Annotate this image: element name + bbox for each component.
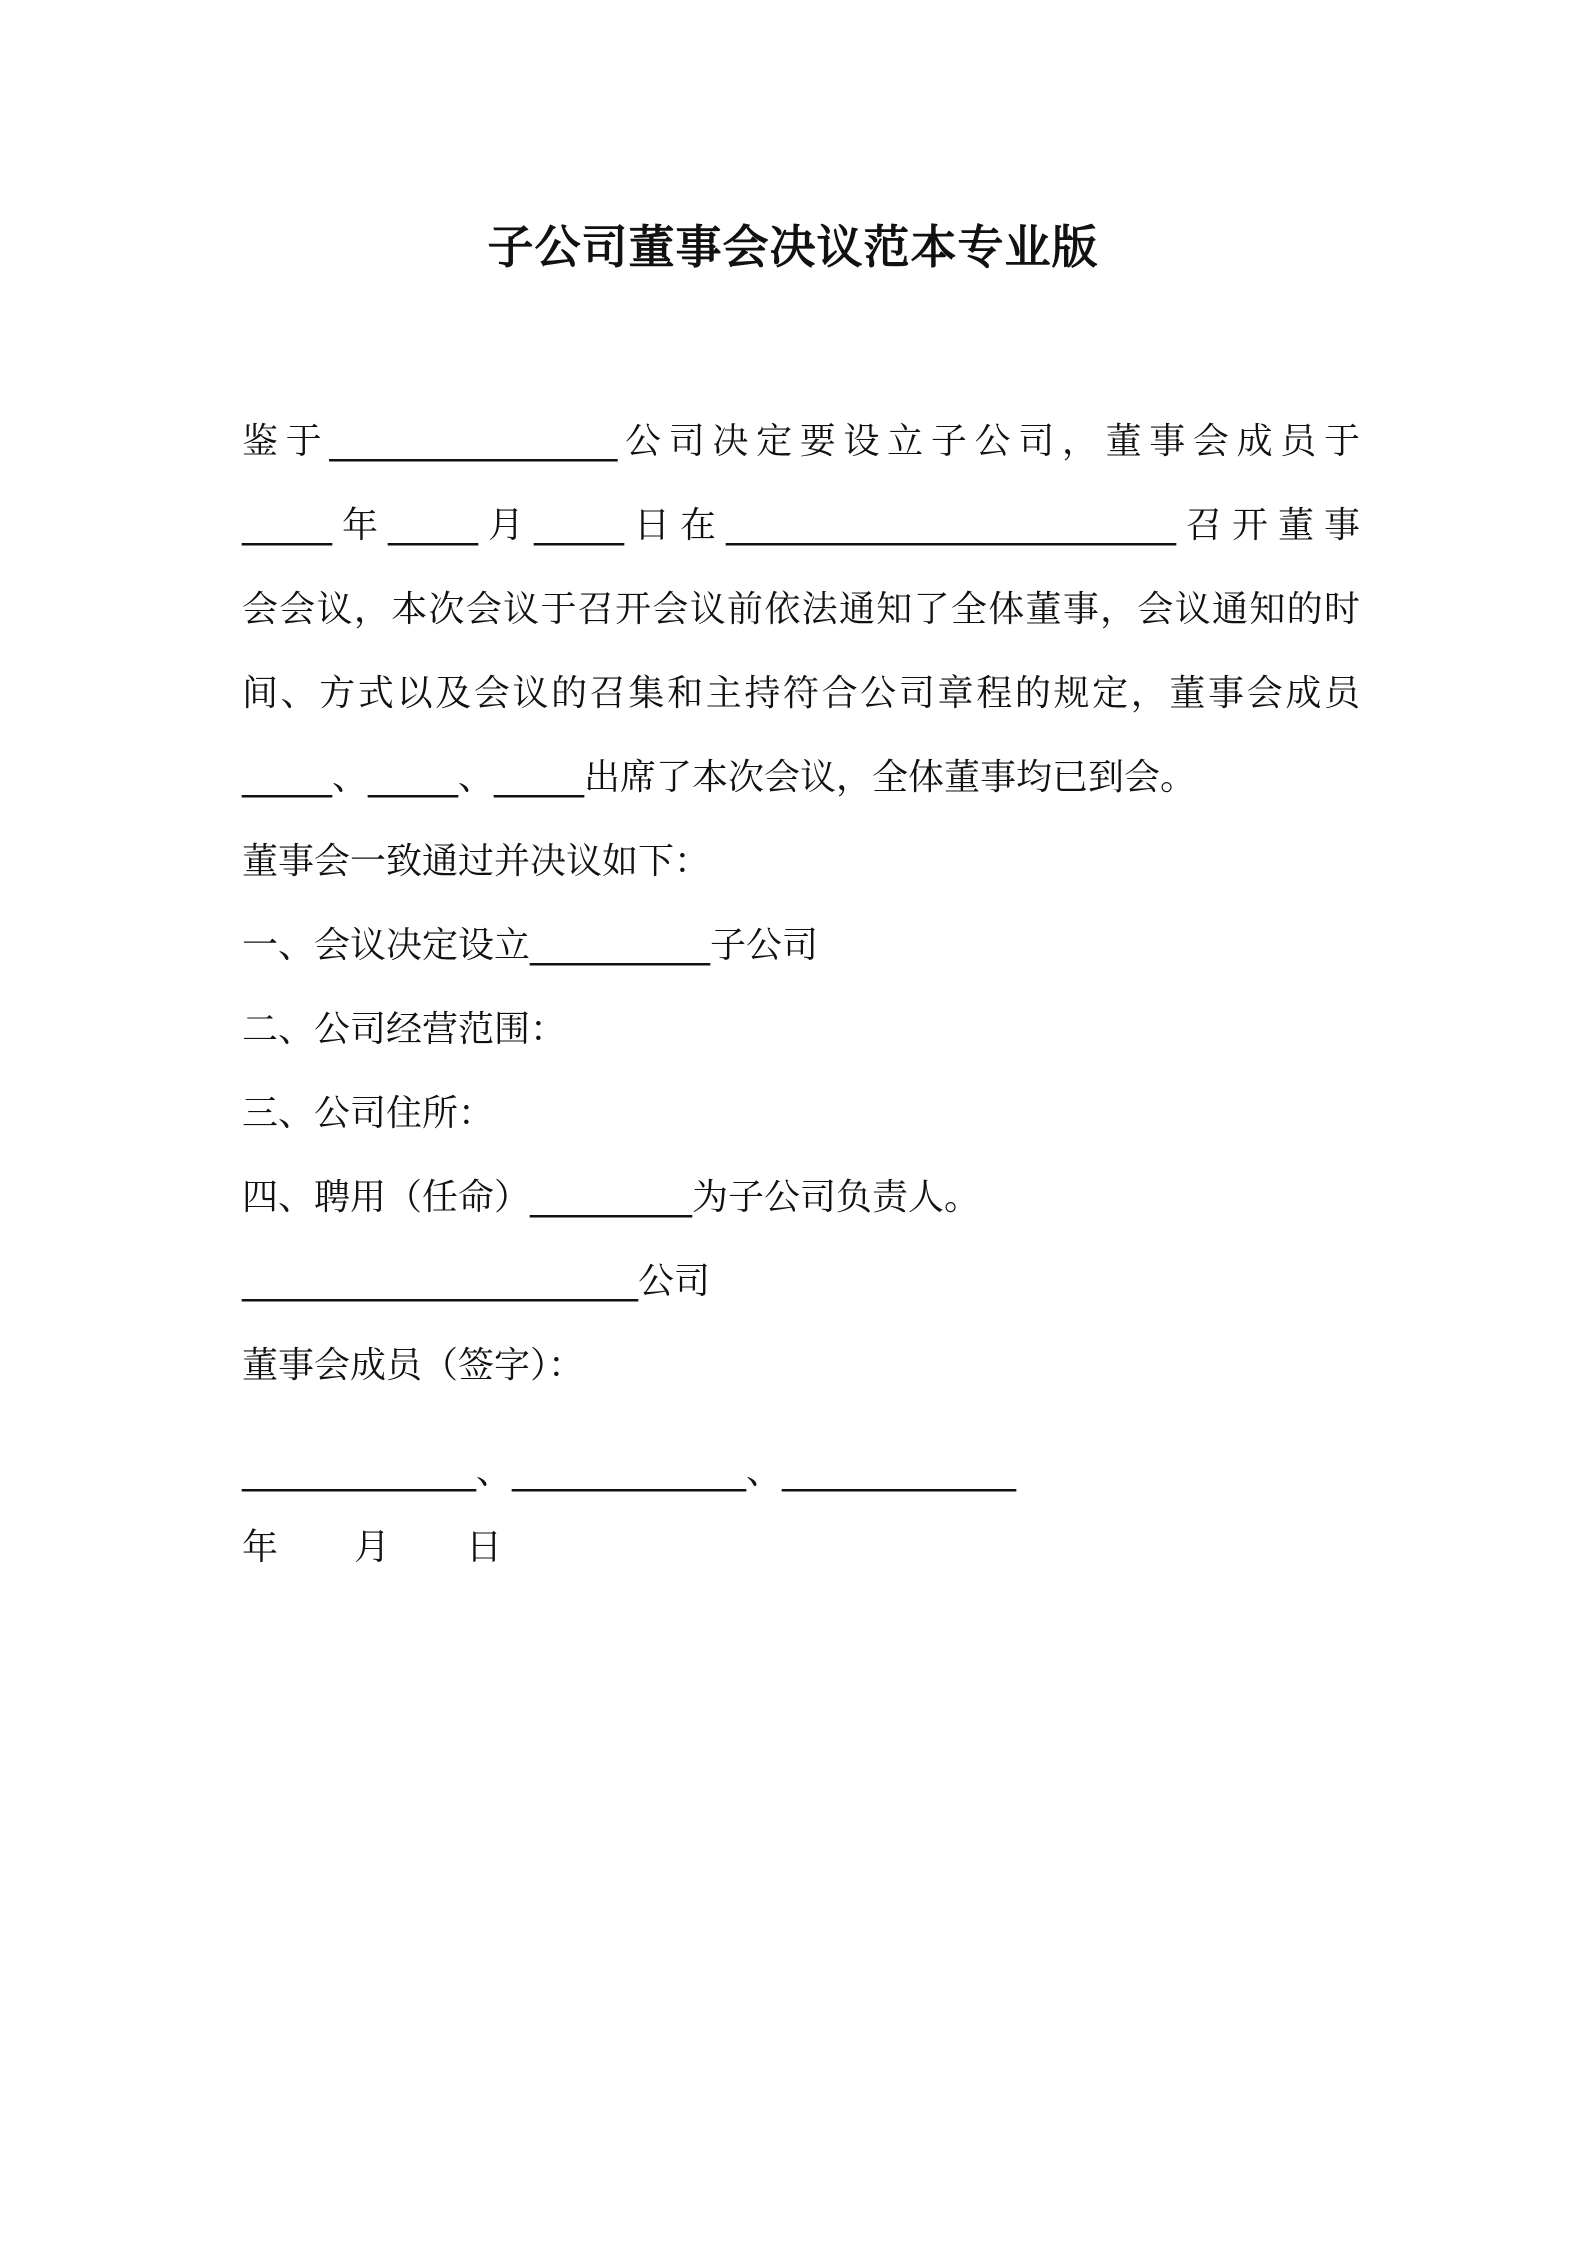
intro-line-5: _____、_____、_____出席了本次会议，全体董事均已到会。 [242,757,1197,798]
resolution-item: 一、会议决定设立__________子公司 [242,925,819,966]
document-body [242,400,1360,1590]
resolution-item: 四、聘用（任命）_________为子公司负责人。 [242,1177,981,1218]
date-year-label: 年 [242,1527,279,1568]
date-day-label: 日 [466,1527,503,1568]
signature-blanks: _____________、_____________、_____________ [242,1451,1016,1492]
date-month-label: 月 [354,1527,391,1568]
date-line [242,1506,1360,1590]
resolution-item: 三、公司住所： [242,1093,495,1134]
resolution-heading: 董事会一致通过并决议如下： [242,841,711,882]
intro-line-1: 鉴于________________公司决定要设立子公司，董事会成员于 [242,421,1360,462]
company-name-line: ______________________公司 [242,1261,711,1302]
resolution-item: 二、公司经营范围： [242,1009,567,1050]
intro-line-3: 会会议，本次会议于召开会议前依法通知了全体董事，会议通知的时 [242,589,1360,630]
signature-label: 董事会成员（签字）： [242,1345,585,1386]
intro-line-4: 间、方式以及会议的召集和主持符合公司章程的规定，董事会成员 [242,673,1360,714]
intro-line-2: _____年_____月_____日在_________________________召开董事 [242,505,1360,546]
document-title: 子公司董事会决议范本专业版 [487,220,1099,274]
